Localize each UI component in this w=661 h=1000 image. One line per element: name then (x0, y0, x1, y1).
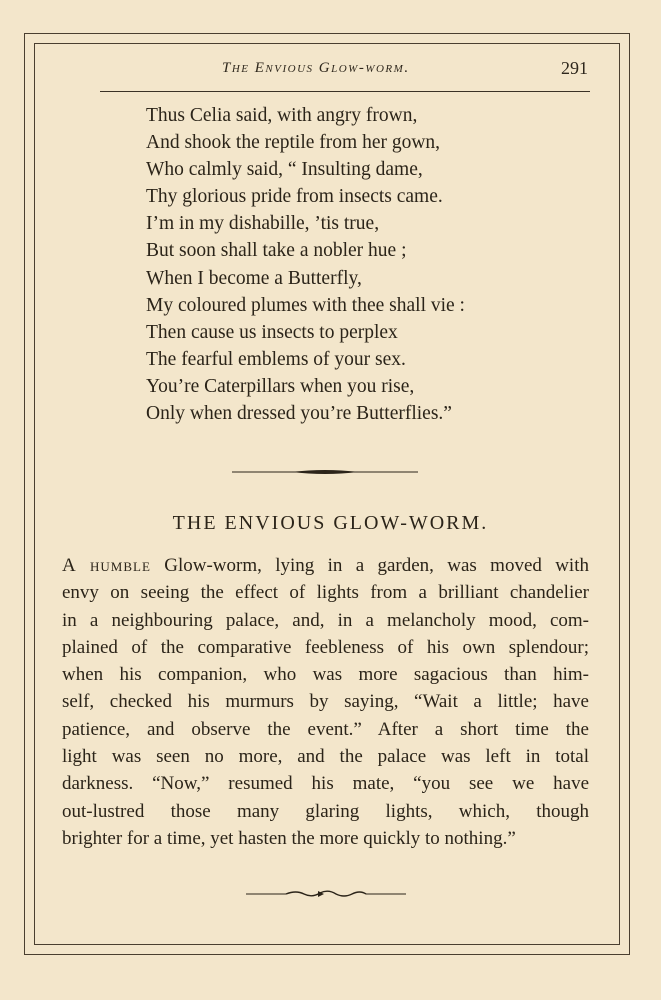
fable-line: patience, and observe the event.” After a short time the (62, 718, 589, 740)
running-head-title: The Envious Glow-worm. (222, 60, 410, 76)
fable-line: when his companion, who was more sagacious than him- (62, 664, 589, 686)
poem-line: But soon shall take a nobler hue ; (146, 240, 407, 262)
fable-line: self, checked his murmurs by saying, “Wait a little; have (62, 691, 589, 713)
running-head (34, 58, 618, 82)
poem-line: And shook the reptile from her gown, (146, 132, 441, 154)
poem-line: Who calmly said, “ Insulting dame, (146, 159, 423, 181)
fable-line: envy on seeing the effect of lights from a brilliant chandelier (62, 582, 589, 604)
fable-line: brighter for a time, yet hasten the more quickly to nothing.” (62, 827, 516, 849)
poem (146, 102, 566, 427)
poem-line: My coloured plumes with thee shall vie : (146, 294, 465, 316)
section-divider-ornament (232, 468, 418, 476)
poem-line: Thy glorious pride from insects came. (146, 186, 443, 208)
poem-line: The fearful emblems of your sex. (146, 348, 406, 370)
section-title: THE ENVIOUS GLOW-WORM. (172, 512, 489, 534)
poem-line: I’m in my dishabille, ’tis true, (146, 213, 380, 235)
fable-first-line-rest: Glow-worm, lying in a garden, was moved with (150, 555, 589, 576)
header-rule (100, 91, 590, 92)
poem-line: Then cause us insects to perplex (146, 321, 398, 343)
fable-line: darkness. “Now,” resumed his mate, “you see we have (62, 773, 589, 795)
poem-line: Thus Celia said, with angry frown, (146, 105, 418, 126)
fable-lead-word: A humble (62, 555, 151, 576)
poem-line: You’re Caterpillars when you rise, (146, 375, 415, 397)
fable-line: light was seen no more, and the palace was left in total (62, 746, 589, 768)
fable-text (62, 552, 589, 852)
tailpiece-ornament (246, 888, 406, 900)
poem-line: Only when dressed you’re Butterflies.” (146, 403, 452, 425)
fable-line: in a neighbouring palace, and, in a melancholy mood, com- (62, 609, 589, 631)
fable-line: plained of the comparative feebleness of his own splendour; (62, 636, 589, 658)
fable-line (62, 552, 589, 579)
page-number: 291 (561, 58, 588, 78)
poem-line: When I become a Butterfly, (146, 267, 362, 289)
fable-line: out-lustred those many glaring lights, which, though (62, 800, 589, 822)
